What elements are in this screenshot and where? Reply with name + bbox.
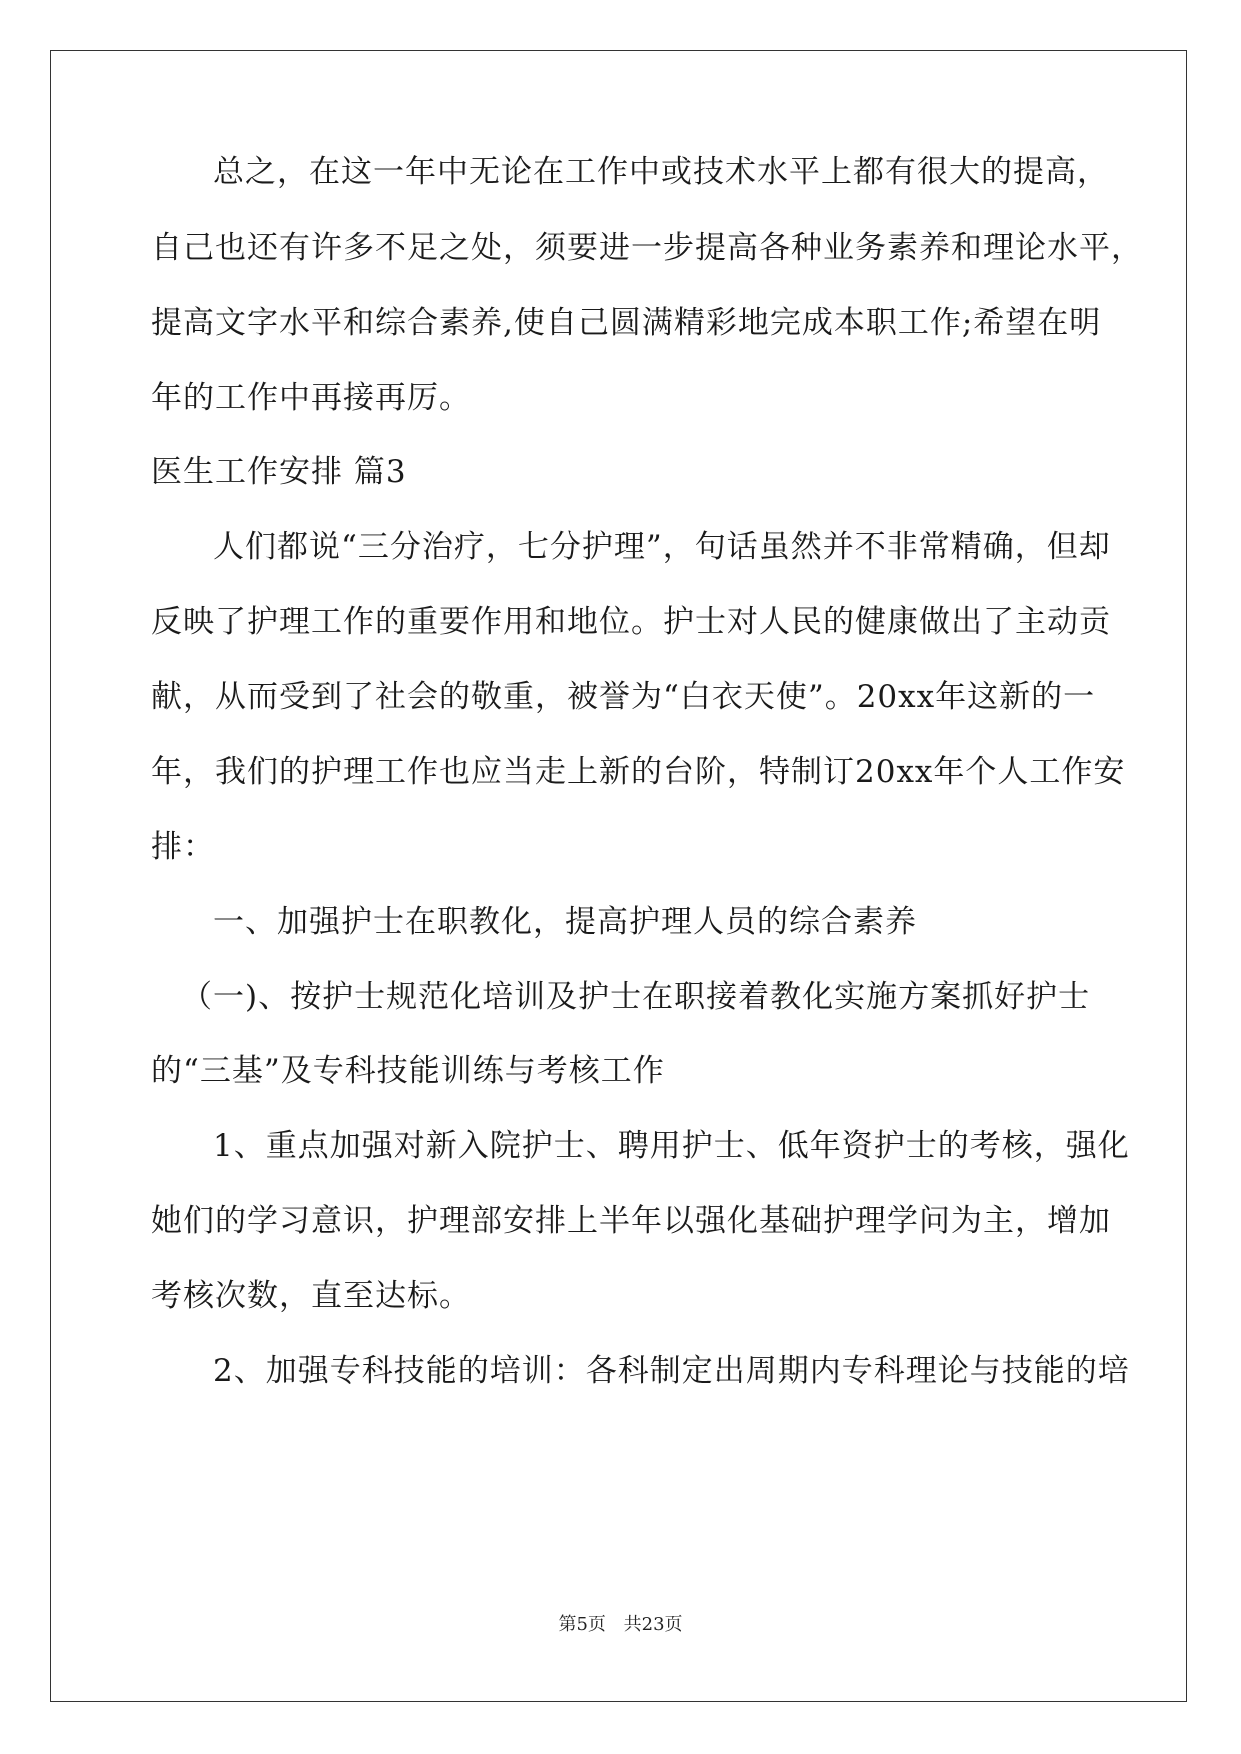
page-total: 共23页 [623, 1614, 683, 1635]
paragraph-line: 排： [151, 829, 215, 865]
paragraph-line: 她们的学习意识，护理部安排上半年以强化基础护理学问为主，增加 [151, 1203, 1111, 1239]
paragraph-line: 提高文字水平和综合素养,使自己圆满精彩地完成本职工作;希望在明 [151, 305, 1102, 341]
page-number: 第5页 [558, 1614, 606, 1635]
paragraph-line: 1、重点加强对新入院护士、聘用护士、低年资护士的考核，强化 [213, 1128, 1130, 1164]
paragraph-line: 自己也还有许多不足之处，须要进一步提高各种业务素养和理论水平， [151, 230, 1143, 266]
paragraph-line: 年，我们的护理工作也应当走上新的台阶，特制订20xx年个人工作安 [151, 754, 1126, 790]
paragraph-line: 人们都说“三分治疗，七分护理”，句话虽然并不非常精确，但却 [213, 529, 1111, 565]
page-border [50, 50, 1187, 1702]
paragraph-line: 的“三基”及专科技能训练与考核工作 [151, 1053, 665, 1089]
paragraph-line: 反映了护理工作的重要作用和地位。护士对人民的健康做出了主动贡 [151, 604, 1111, 640]
paragraph-line: （一)、按护士规范化培训及护士在职接着教化实施方案抓好护士 [181, 979, 1091, 1015]
paragraph-line: 考核次数，直至达标。 [151, 1278, 471, 1314]
section-heading: 医生工作安排 篇3 [151, 454, 407, 490]
subheading-line: 一、加强护士在职教化，提高护理人员的综合素养 [213, 904, 917, 940]
paragraph-line: 年的工作中再接再厉。 [151, 380, 471, 416]
page-footer [0, 1610, 1241, 1636]
paragraph-line: 总之，在这一年中无论在工作中或技术水平上都有很大的提高， [213, 154, 1109, 190]
paragraph-line: 献，从而受到了社会的敬重，被誉为“白衣天使”。20xx年这新的一 [151, 679, 1096, 715]
paragraph-line: 2、加强专科技能的培训：各科制定出周期内专科理论与技能的培 [213, 1353, 1130, 1389]
